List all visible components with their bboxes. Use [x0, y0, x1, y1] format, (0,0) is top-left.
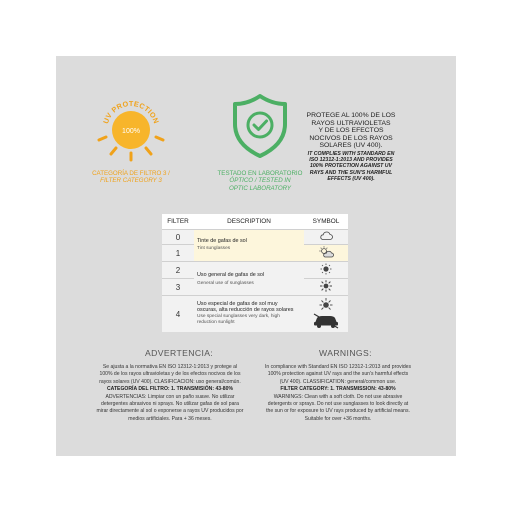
- warning-title-es: ADVERTENCIA:: [145, 348, 214, 358]
- warning-line: 100% protection against UV rays and the sun's harmful effects: [267, 371, 409, 378]
- filter-category-en: FILTER CATEGORY 3: [100, 177, 162, 185]
- filter-number: 2: [162, 262, 194, 279]
- row-description-en: reduction sunlight: [197, 319, 235, 325]
- strong-sun-icon: [304, 279, 348, 296]
- uv-percent: 100%: [122, 128, 140, 135]
- filter-number: 0: [162, 230, 194, 245]
- row-description-en: General use of sunglasses: [197, 280, 254, 286]
- table-row: [162, 262, 348, 279]
- protection-es-line: PROTEGE AL 100% DE LOS: [306, 112, 396, 119]
- row-description-es: Tinte de gafas de sol: [197, 237, 247, 244]
- lab-caption-line-2: ÓPTICO / TESTED IN: [229, 177, 291, 185]
- warning-title-en: WARNINGS:: [319, 348, 372, 358]
- filter-number: 4: [162, 296, 194, 333]
- warning-line: ADVERTENCIAS: Limpiar con un paño suave. No utilizar: [105, 393, 235, 400]
- warning-line: Se ajusta a la normativa EN ISO 12312-1:2013 y protege al: [102, 364, 238, 370]
- table-row: [162, 245, 348, 262]
- warning-line: 100% de los rayos ultravioletas y de los efectos nocivos de los: [99, 371, 241, 378]
- row-description-es: Uso especial de gafas de sol muy: [197, 301, 278, 308]
- filter-number: 1: [162, 245, 194, 262]
- warning-body-es: [94, 364, 246, 423]
- lab-caption-line-3: OPTIC LABORATORY: [228, 184, 292, 192]
- warning-line: Suitable for over +36 months.: [304, 415, 372, 422]
- protection-en-line: ISO 12312-1:2013 AND PROVIDES: [309, 157, 393, 164]
- row-description-es: Uso general de gafas de sol: [197, 271, 265, 278]
- protection-en-line: 100% PROTECTION AGAINST UV: [310, 163, 392, 170]
- row-description-en: Use special sunglasses very dark, high: [197, 314, 280, 319]
- uv-ring-text: UV PROTECTION: [101, 98, 161, 125]
- protection-en-line: IT COMPLIES WITH STANDARD EN: [307, 150, 395, 157]
- row-description-en: Tint sunglasses: [197, 245, 231, 251]
- protection-es-line: Y DE LOS EFECTOS: [318, 127, 384, 135]
- warning-category-line: FILTER CATEGORY: 1. TRANSMISSION: 43-80%: [280, 386, 396, 393]
- protection-en-line: RAYS AND THE SUN'S HARMFUL: [309, 169, 393, 176]
- partial-sun-icon: [304, 262, 348, 279]
- filter-table: [162, 214, 348, 332]
- warning-line: WARNINGS: Clean with a soft cloth. Do not use abrasive: [273, 393, 403, 400]
- warning-line: the sun or for exposure to UV rays produced by artificial means.: [266, 408, 410, 415]
- row-description-es: oscuras, alta reducción de rayos solares: [197, 307, 294, 314]
- sun-and-no-driving-car-icon: [311, 297, 341, 329]
- uv-caption: [76, 170, 186, 185]
- warning-line: detergents or sprays. Do not use sunglasses to look directly at: [267, 401, 409, 408]
- warning-line: (UV 400). CLASSIFICATION: general/common use.: [279, 378, 397, 385]
- sun-cloud-icon: [304, 245, 348, 262]
- warning-line: detergentes abrasivos ni sprays. No utilizar gafas de sol para: [101, 401, 239, 408]
- uv-protection-sun-icon: [94, 92, 168, 164]
- warning-body-en: [262, 364, 414, 423]
- warning-line: rayos solares (UV 400). CLASIFICACION: uso general/común.: [99, 378, 241, 385]
- protection-es-line: RAYOS ULTRAVIOLETAS: [311, 119, 391, 127]
- cloud-icon: [304, 230, 348, 245]
- table-row: [162, 279, 348, 296]
- filter-header: FILTER: [162, 214, 194, 230]
- warning-line: mirar directamente al sol o exponerse a rayos UV producidos por: [96, 408, 244, 415]
- description-header: DESCRIPTION: [194, 214, 304, 230]
- protection-en-line: EFFECTS (UV 400).: [327, 175, 375, 182]
- table-row: [162, 296, 348, 333]
- warning-line: medios artificiales. Para + 36 meses.: [128, 415, 212, 422]
- filter-category-es: CATEGORÍA DE FILTRO 3 /: [92, 170, 170, 177]
- table-row: [162, 230, 348, 245]
- warning-category-line: CATEGORÍA DEL FILTRO: 1. TRANSMISIÓN: 43-80%: [106, 386, 234, 393]
- filter-number: 3: [162, 279, 194, 296]
- symbol-header: SYMBOL: [304, 214, 348, 230]
- lab-caption-line-1: TESTADO EN LABORATORIO: [217, 170, 303, 177]
- protection-es-line: NOCIVOS DE LOS RAYOS: [309, 134, 393, 142]
- protection-es-line: SOLARES (UV 400).: [319, 142, 383, 150]
- protection-statement: [276, 112, 426, 182]
- warning-line: In compliance with Standard EN ISO 12312-1:2013 and provides: [264, 364, 412, 370]
- filter-table-header: [162, 214, 348, 230]
